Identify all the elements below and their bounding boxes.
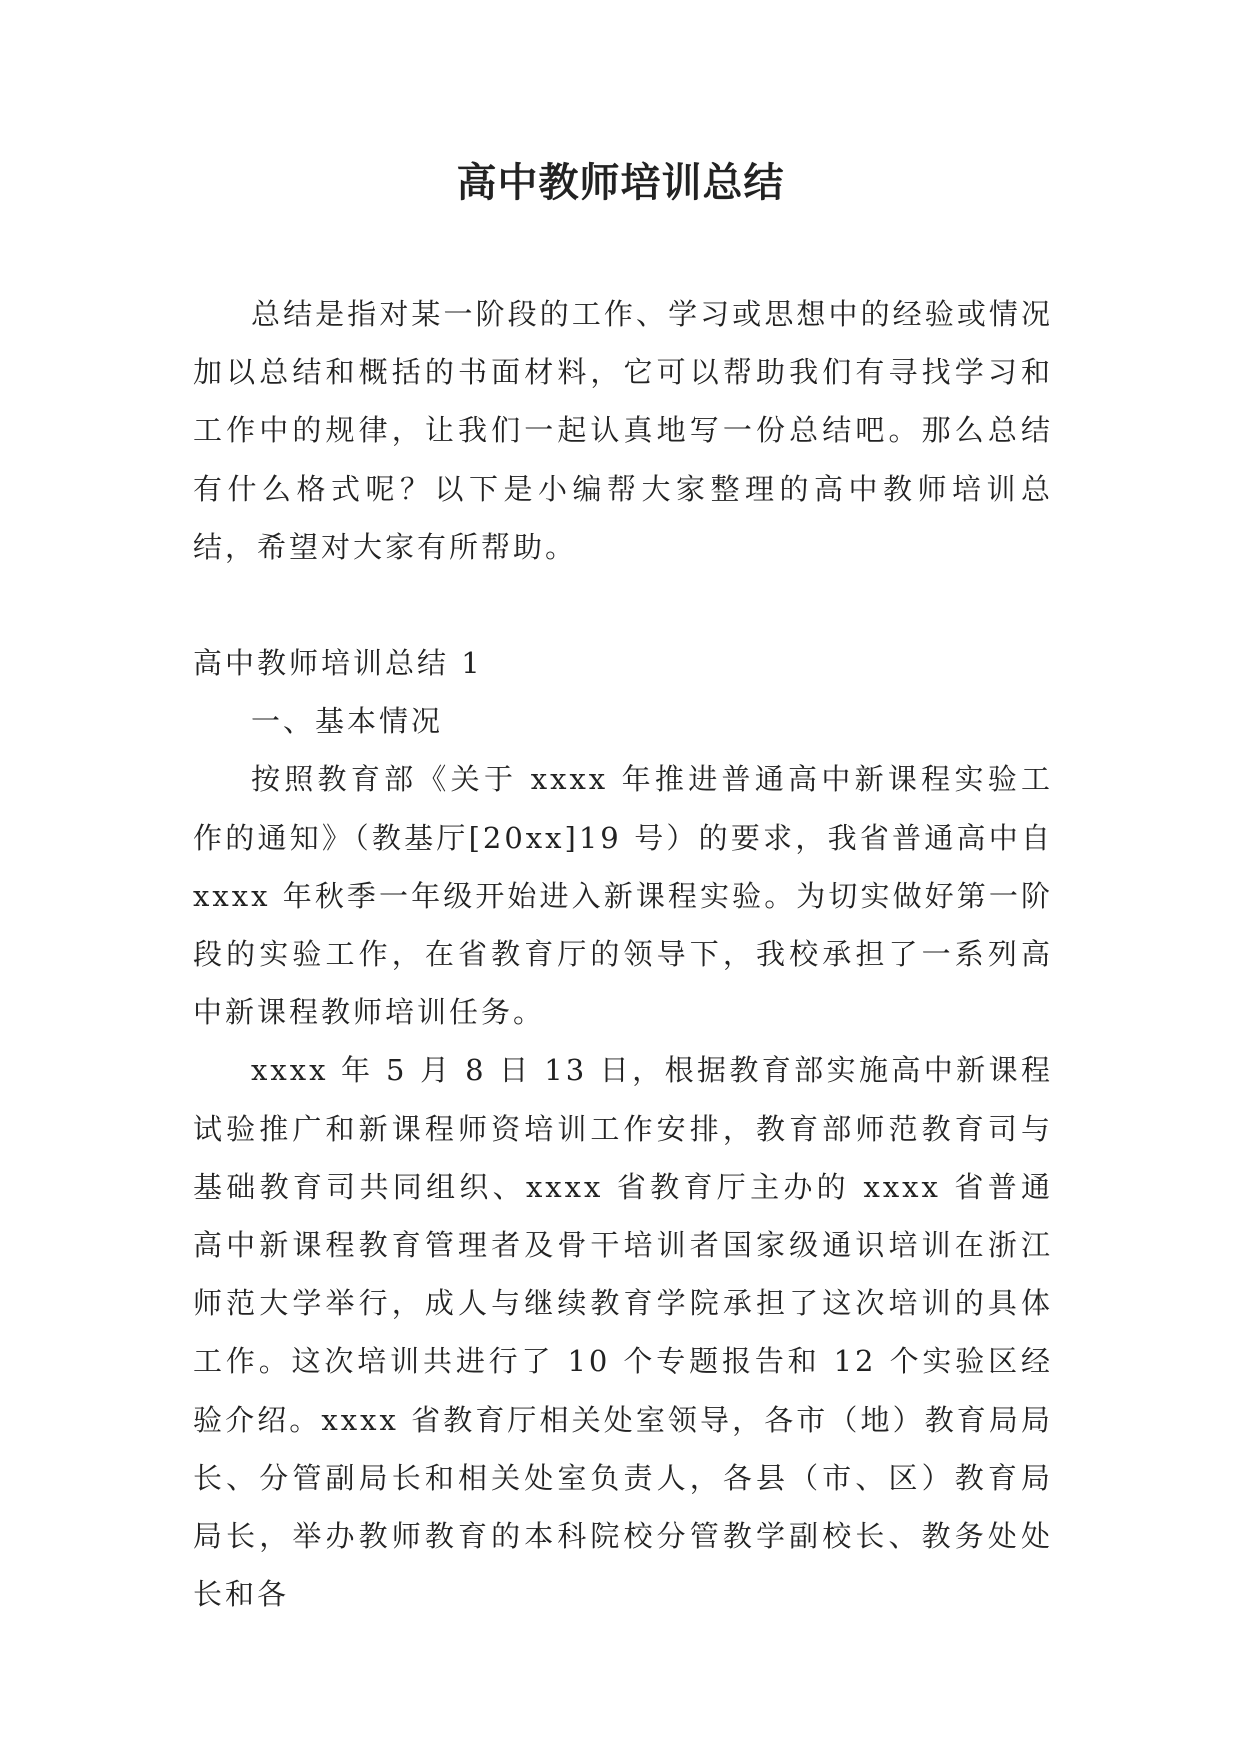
section-title: 高中教师培训总结 1 <box>193 646 483 681</box>
document-body <box>193 285 1053 1623</box>
subheading: 一、基本情况 <box>251 704 444 739</box>
intro-paragraph: 总结是指对某一阶段的工作、学习或思想中的经验或情况加以总结和概括的书面材料，它可以帮助我们有寻找学习和工作中的规律，让我们一起认真地写一份总结吧。那么总结有什么格式呢？以下是小编帮大家整理的高中教师培训总结，希望对大家有所帮助。 <box>193 297 1053 564</box>
document-title: 高中教师培训总结 <box>456 159 785 206</box>
body-paragraph-1: 按照教育部《关于 xxxx 年推进普通高中新课程实验工作的通知》（教基厅[20xx]19 号）的要求，我省普通高中自 xxxx 年秋季一年级开始进入新课程实验。为切实做好第一阶段的实验工作，在省教育厅的领导下，我校承担了一系列高中新课程教师培训任务。 <box>193 762 1053 1030</box>
body-paragraph-2: xxxx 年 5 月 8 日 13 日，根据教育部实施高中新课程试验推广和新课程师资培训工作安排，教育部师范教育司与基础教育司共同组织、xxxx 省教育厅主办的 xxxx 省普通高中新课程教育管理者及骨干培训者国家级通识培训在浙江师范大学举行，成人与继续教育学院承担了这次培训的具体工作。这次培训共进行了 10 个专题报告和 12 个实验区经验介绍。xxxx 省教育厅相关处室领导，各市（地）教育局局长、分管副局长和相关处室负责人，各县（市、区）教育局局长，举办教师教育的本科院校分管教学副校长、教务处处长和各 <box>193 1053 1053 1612</box>
